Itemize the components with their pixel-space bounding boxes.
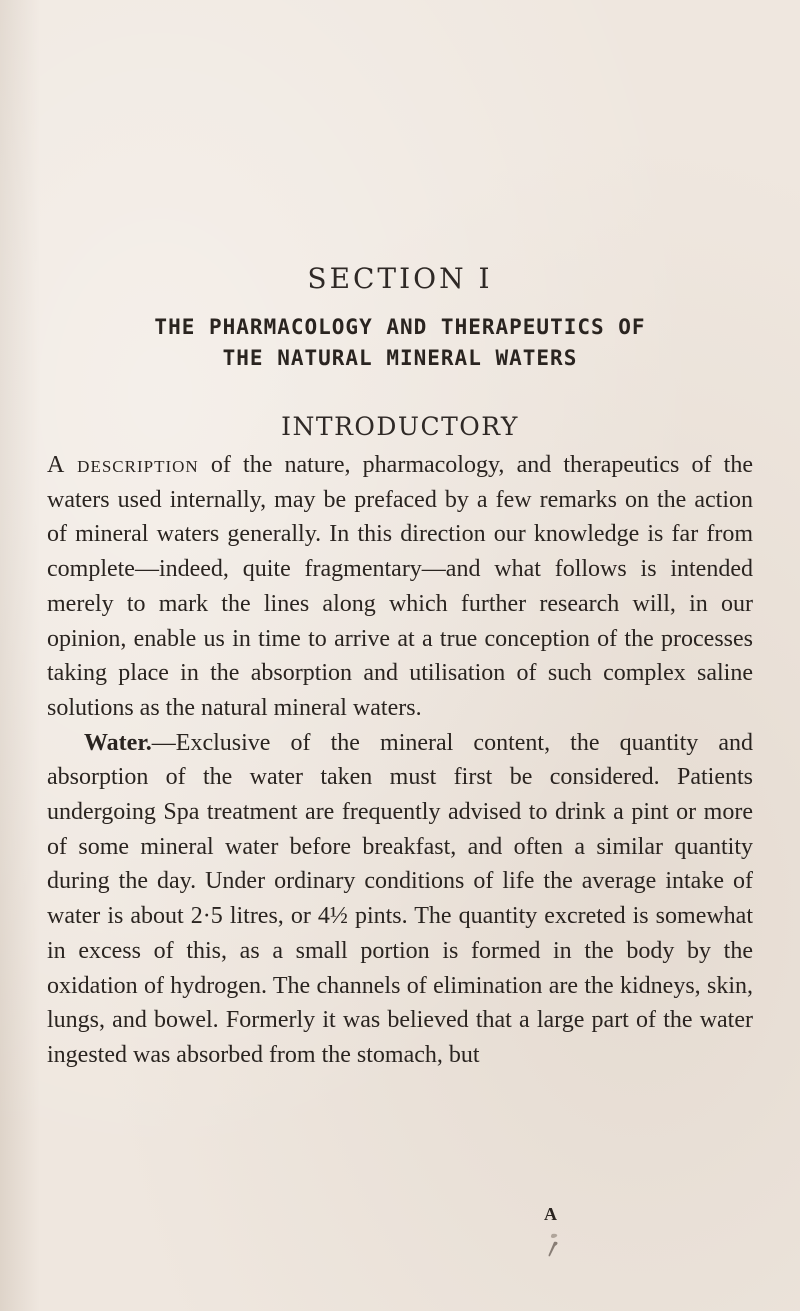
paragraph-lead-words: A description — [47, 452, 199, 478]
ink-smudge-icon — [544, 1232, 564, 1258]
body-text — [47, 448, 753, 1073]
paragraph-text: —Exclusive of the mineral content, the quantity and absorption of the water taken must first be considered. Patients undergoing Spa treatment are frequently advised to drink a pint or more of some mineral water before breakfast, and often a similar quantity during the day. Under ordinary conditions of life the average intake of water is about 2·5 litres, or 4½ pints. The quantity excreted is somewhat in excess of this, as a small portion is formed in the body by the oxidation of hydrogen. The channels of elimination are the kidneys, skin, lungs, and bowel. Formerly it was believed that a large part of the water ingested was absorbed from the stomach, but — [47, 729, 753, 1068]
chapter-title — [0, 312, 800, 374]
paragraph-introductory — [47, 448, 753, 726]
paragraph-water — [47, 726, 753, 1073]
signature-mark: A — [544, 1204, 557, 1224]
paragraph-text: of the nature, pharmacology, and therapeutics of the waters used internally, may be prefaced by a few remarks on the action of mineral waters generally. In this direction our knowledge is far from complete—indeed, quite fragmentary—and what follows is intended merely to mark the lines along which further research will, in our opinion, enable us in time to arrive at a true conception of the processes taking place in the absorption and utilisation of such complex saline solutions as the natural mineral waters. — [47, 452, 753, 721]
chapter-title-line-1: THE PHARMACOLOGY AND THERAPEUTICS OF — [154, 315, 646, 339]
run-in-heading-water: Water. — [84, 729, 152, 756]
chapter-title-line-2: THE NATURAL MINERAL WATERS — [222, 346, 578, 370]
section-heading: SECTION I — [307, 262, 493, 295]
subheading-introductory: INTRODUCTORY — [281, 412, 519, 441]
